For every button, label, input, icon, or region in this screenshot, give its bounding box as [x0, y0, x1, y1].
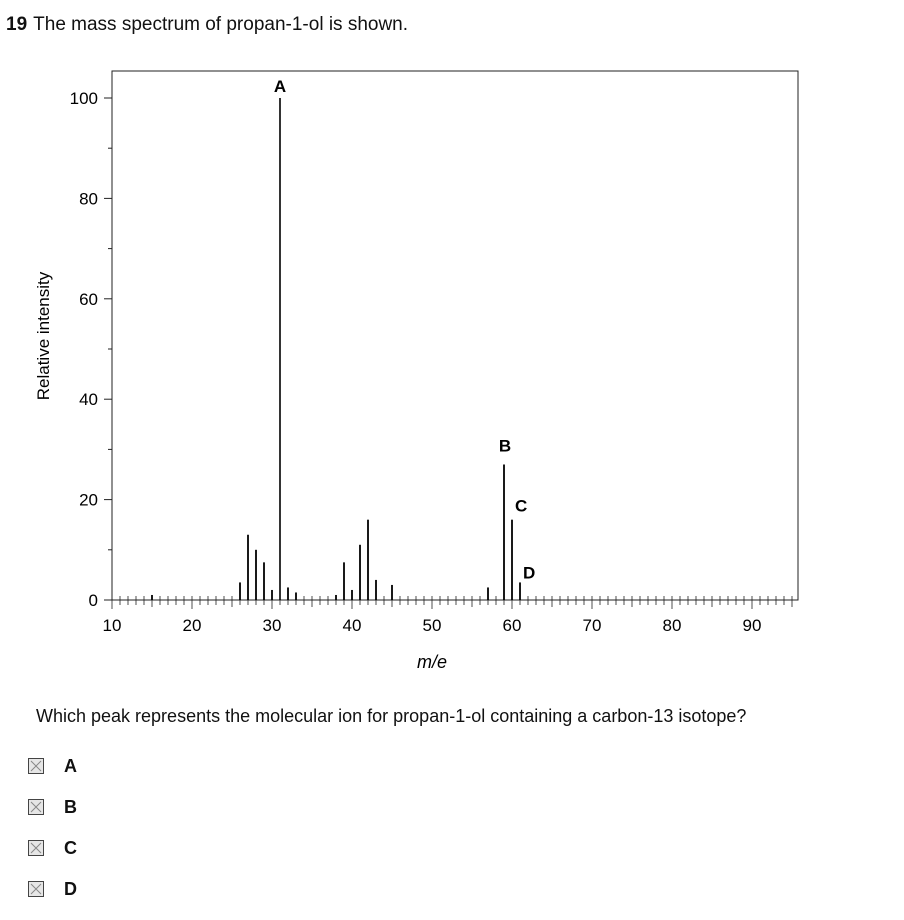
option-label: B: [64, 796, 77, 817]
plot-frame: [112, 71, 798, 600]
y-tick-label: 40: [79, 390, 98, 410]
peak-label: D: [523, 563, 536, 583]
y-tick-label: 80: [79, 189, 98, 209]
x-tick-label: 50: [422, 616, 442, 635]
option-b[interactable]: [28, 797, 77, 817]
y-tick-label: 20: [79, 490, 98, 510]
y-axis: [70, 89, 112, 610]
x-tick-label: 70: [582, 616, 602, 635]
answer-options: [28, 756, 77, 920]
x-tick-label: 80: [662, 616, 682, 635]
option-c[interactable]: [28, 838, 77, 858]
y-tick-label: 100: [69, 89, 98, 108]
peak-label: C: [515, 496, 528, 516]
peak-annotations: [274, 77, 535, 582]
x-tick-label: 40: [342, 616, 362, 635]
x-tick-label: 20: [182, 616, 202, 635]
y-tick-label: 60: [79, 289, 98, 309]
question-prompt: Which peak represents the molecular ion for propan-1-ol containing a carbon-13 isotope?: [36, 706, 747, 726]
y-tick-label: 0: [88, 591, 98, 610]
checkbox-icon[interactable]: [28, 799, 44, 815]
checkbox-icon[interactable]: [28, 840, 44, 856]
x-tick-label: 10: [102, 616, 122, 635]
option-label: A: [64, 755, 77, 776]
option-label: C: [64, 837, 77, 858]
checkbox-icon[interactable]: [28, 758, 44, 774]
option-label: D: [64, 878, 77, 899]
peak-label: B: [498, 436, 512, 456]
x-tick-label: 60: [502, 616, 522, 635]
peaks: [152, 98, 520, 600]
x-axis-label: m/e: [416, 652, 448, 672]
x-axis: [103, 596, 792, 635]
option-d[interactable]: [28, 879, 77, 899]
x-tick-label: 90: [742, 616, 762, 635]
question-number: 19: [6, 14, 28, 35]
checkbox-icon[interactable]: [28, 881, 44, 897]
y-axis-label: Relative intensity: [34, 271, 53, 401]
x-tick-label: 30: [262, 616, 282, 635]
question-stem: The mass spectrum of propan-1-ol is shown.: [33, 14, 409, 35]
peak-label: A: [273, 77, 287, 96]
option-a[interactable]: [28, 756, 77, 776]
